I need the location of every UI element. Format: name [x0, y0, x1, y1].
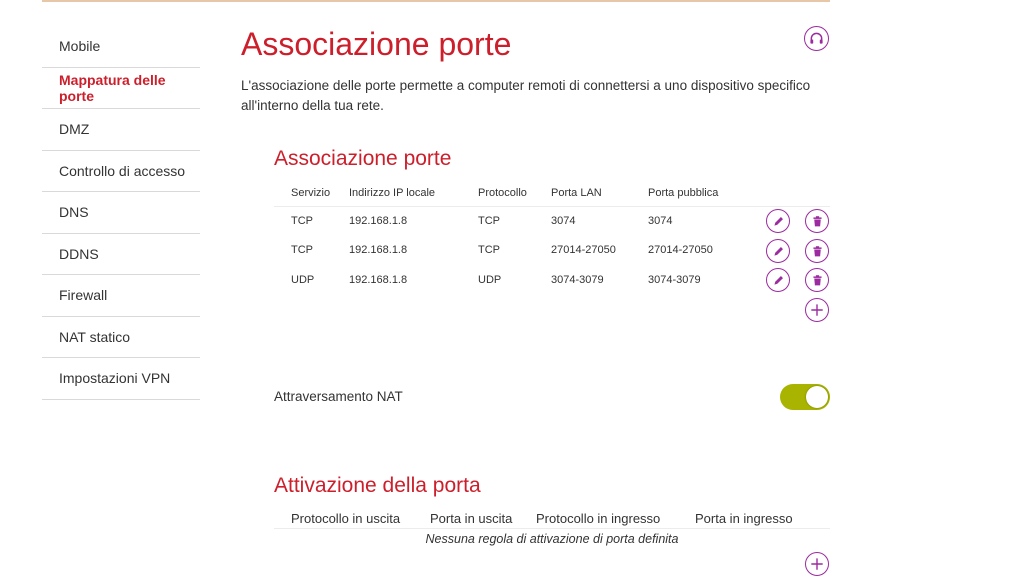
port-mapping-table-header: [274, 180, 830, 207]
pencil-icon: [772, 245, 785, 258]
edit-rule-button[interactable]: [766, 209, 790, 233]
port-triggering-table-header: [274, 509, 830, 529]
sidebar-nav: [42, 26, 200, 400]
sidebar-item-label: Controllo di accesso: [59, 162, 186, 179]
sidebar-item-label: DMZ: [59, 121, 90, 138]
protocol-cell: TCP: [478, 244, 500, 256]
column-header: Servizio: [291, 187, 331, 199]
sidebar-item-port-mapping[interactable]: [42, 68, 200, 110]
sidebar-item-dmz[interactable]: [42, 109, 200, 151]
nat-traversal-toggle[interactable]: [780, 384, 830, 410]
service-cell: TCP: [291, 244, 313, 256]
sidebar-item-label: Impostazioni VPN: [59, 370, 171, 387]
public-port-cell: 3074: [648, 215, 673, 227]
nat-traversal-label: Attraversamento NAT: [274, 389, 403, 404]
lan-port-cell: 3074: [551, 215, 576, 227]
service-cell: TCP: [291, 215, 313, 227]
delete-rule-button[interactable]: [805, 209, 829, 233]
table-row: [274, 206, 830, 236]
sidebar-item-label: Firewall: [59, 287, 108, 304]
lan-port-cell: 3074-3079: [551, 274, 604, 286]
trash-icon: [811, 245, 824, 258]
help-button[interactable]: [804, 26, 829, 51]
sidebar-item-firewall[interactable]: [42, 275, 200, 317]
column-header: Protocollo in uscita: [291, 511, 401, 526]
sidebar-item-static-nat[interactable]: [42, 317, 200, 359]
public-port-cell: 3074-3079: [648, 274, 701, 286]
column-header: Porta in uscita: [430, 511, 513, 526]
plus-icon: [810, 303, 824, 317]
toggle-knob: [806, 386, 828, 408]
sidebar-item-label: DDNS: [59, 245, 99, 262]
service-cell: UDP: [291, 274, 315, 286]
sidebar-item-ddns[interactable]: [42, 234, 200, 276]
column-header: Porta LAN: [551, 187, 602, 199]
table-row: [274, 235, 830, 265]
sidebar-item-access-control[interactable]: [42, 151, 200, 193]
column-header: Protocollo: [478, 187, 527, 199]
page-title: Associazione porte: [241, 26, 512, 62]
add-port-trigger-button[interactable]: [805, 552, 829, 576]
pencil-icon: [772, 215, 785, 228]
column-header: Porta in ingresso: [695, 511, 793, 526]
empty-table-message: Nessuna regola di attivazione di porta definita: [425, 532, 679, 546]
add-port-mapping-button[interactable]: [805, 298, 829, 322]
port-mapping-title: Associazione porte: [274, 147, 452, 170]
table-row: [274, 265, 830, 295]
port-triggering-title: Attivazione della porta: [274, 474, 481, 497]
sidebar-item-vpn-settings[interactable]: [42, 358, 200, 400]
ip-cell: 192.168.1.8: [349, 244, 408, 256]
ip-cell: 192.168.1.8: [349, 215, 408, 227]
page-intro: L'associazione delle porte permette a computer remoti di connettersi a uno dispositivo specifico all'interno della tua rete.: [241, 78, 811, 113]
delete-rule-button[interactable]: [805, 268, 829, 292]
sidebar-item-dns[interactable]: [42, 192, 200, 234]
public-port-cell: 27014-27050: [648, 244, 713, 256]
ip-cell: 192.168.1.8: [349, 274, 408, 286]
column-header: Protocollo in ingresso: [536, 511, 661, 526]
top-divider: [42, 0, 830, 2]
sidebar-item-label: Mobile: [59, 38, 101, 55]
column-header: Indirizzo IP locale: [349, 187, 436, 199]
delete-rule-button[interactable]: [805, 239, 829, 263]
plus-icon: [810, 557, 824, 571]
trash-icon: [811, 274, 824, 287]
protocol-cell: TCP: [478, 215, 500, 227]
sidebar-item-label: Mappatura delle porte: [59, 71, 166, 104]
protocol-cell: UDP: [478, 274, 502, 286]
trash-icon: [811, 215, 824, 228]
sidebar-item-label: NAT statico: [59, 328, 131, 345]
lan-port-cell: 27014-27050: [551, 244, 616, 256]
headset-icon: [809, 31, 824, 46]
edit-rule-button[interactable]: [766, 268, 790, 292]
pencil-icon: [772, 274, 785, 287]
edit-rule-button[interactable]: [766, 239, 790, 263]
sidebar-item-label: DNS: [59, 204, 89, 221]
sidebar-item-mobile[interactable]: [42, 26, 200, 68]
column-header: Porta pubblica: [648, 187, 719, 199]
